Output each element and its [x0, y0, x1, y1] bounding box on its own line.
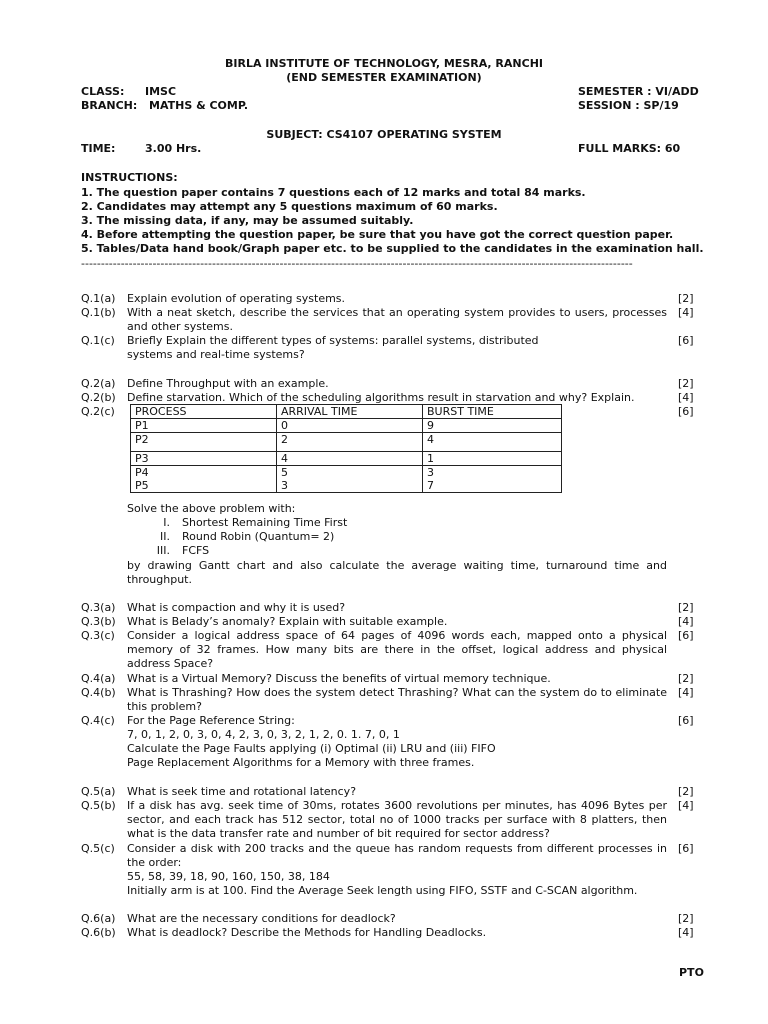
- table-cell: 0: [277, 419, 423, 433]
- method-number: III.: [156, 544, 170, 557]
- question-number: Q.5(a): [81, 785, 116, 798]
- instructions-title: INSTRUCTIONS:: [81, 171, 178, 184]
- exam-title: (END SEMESTER EXAMINATION): [286, 71, 482, 84]
- instruction-item: 5. Tables/Data hand book/Graph paper etc. to be supplied to the candidates in the examination hall.: [81, 242, 704, 255]
- question-number: Q.5(b): [81, 799, 116, 812]
- question-text: What is compaction and why it is used?: [127, 601, 346, 614]
- question-text-continued: Initially arm is at 100. Find the Average Seek length using FIFO, SSTF and C-SCAN algorithm.: [127, 884, 638, 897]
- question-number: Q.3(b): [81, 615, 116, 628]
- process-table: [130, 404, 562, 493]
- question-marks: [4]: [678, 391, 694, 404]
- table-cell: 9: [423, 419, 562, 433]
- q2c-outro: by drawing Gantt chart and also calculate the average waiting time, turnaround time and throughput.: [127, 559, 667, 586]
- table-row: [131, 452, 562, 466]
- question-number: Q.1(c): [81, 334, 115, 347]
- instruction-item: 2. Candidates may attempt any 5 questions maximum of 60 marks.: [81, 200, 498, 213]
- question-number: Q.5(c): [81, 842, 115, 855]
- question-marks: [2]: [678, 785, 694, 798]
- divider: -------------------------------------------------------------------------------------------------------------------------------------------: [81, 257, 633, 270]
- question-text-continued: Calculate the Page Faults applying (i) Optimal (ii) LRU and (iii) FIFO: [127, 742, 496, 755]
- question-marks: [2]: [678, 912, 694, 925]
- question-text: What is Belady’s anomaly? Explain with suitable example.: [127, 615, 448, 628]
- time-label: TIME:: [81, 142, 116, 155]
- question-text: What are the necessary conditions for deadlock?: [127, 912, 396, 925]
- table-cell: [423, 466, 562, 493]
- table-cell: P3: [131, 452, 277, 466]
- question-marks: [4]: [678, 799, 694, 812]
- method-item: [140, 516, 347, 530]
- question-text: Explain evolution of operating systems.: [127, 292, 346, 305]
- question-marks: [6]: [678, 714, 694, 727]
- question-number: Q.2(c): [81, 405, 115, 418]
- table-cell: 1: [423, 452, 562, 466]
- table-cell-line: 5: [281, 466, 288, 479]
- table-header: BURST TIME: [423, 405, 562, 419]
- method-number: II.: [160, 530, 170, 543]
- question-text: Briefly Explain the different types of systems: parallel systems, distributed: [127, 334, 539, 347]
- question-number: Q.6(b): [81, 926, 116, 939]
- question-text: What is seek time and rotational latency?: [127, 785, 357, 798]
- question-marks: [2]: [678, 672, 694, 685]
- question-number: Q.4(c): [81, 714, 115, 727]
- session: SESSION : SP/19: [578, 99, 679, 112]
- question-number: Q.3(c): [81, 629, 115, 642]
- question-number: Q.6(a): [81, 912, 116, 925]
- question-text: What is deadlock? Describe the Methods for Handling Deadlocks.: [127, 926, 487, 939]
- question-text: What is a Virtual Memory? Discuss the benefits of virtual memory technique.: [127, 672, 551, 685]
- table-cell: P1: [131, 419, 277, 433]
- question-number: Q.4(a): [81, 672, 116, 685]
- semester: SEMESTER : VI/ADD: [578, 85, 699, 98]
- instruction-item: 3. The missing data, if any, may be assumed suitably.: [81, 214, 414, 227]
- table-cell: P2: [131, 433, 277, 452]
- question-text: If a disk has avg. seek time of 30ms, rotates 3600 revolutions per minutes, has 4096 Bytes per sector, and each track has 512 sector, total no of 1000 tracks per surface with 8 platters, then what is the data transfer rate and number of bit required for sector address?: [127, 799, 667, 840]
- question-text: Consider a logical address space of 64 pages of 4096 words each, mapped onto a physical memory of 32 frames. How many bits are there in the offset, logical address and physical address Space?: [127, 629, 667, 670]
- question-marks: [4]: [678, 306, 694, 319]
- table-row: [131, 466, 562, 493]
- question-marks: [4]: [678, 926, 694, 939]
- full-marks: FULL MARKS: 60: [578, 142, 681, 155]
- question-text: Consider a disk with 200 tracks and the queue has random requests from different processes in the order:: [127, 842, 667, 869]
- class-value: IMSC: [145, 85, 177, 98]
- time-value: 3.00 Hrs.: [145, 142, 202, 155]
- question-number: Q.1(a): [81, 292, 116, 305]
- table-cell: [131, 466, 277, 493]
- table-cell-line: 3: [427, 466, 434, 479]
- q2c-intro: Solve the above problem with:: [127, 502, 296, 515]
- table-row: [131, 433, 562, 452]
- question-number: Q.2(a): [81, 377, 116, 390]
- table-cell-line: P5: [135, 479, 149, 492]
- method-item: [140, 544, 209, 558]
- question-number: Q.3(a): [81, 601, 116, 614]
- table-cell-line: P4: [135, 466, 149, 479]
- table-cell-line: 7: [427, 479, 434, 492]
- question-marks: [4]: [678, 686, 694, 699]
- table-cell-line: 3: [281, 479, 288, 492]
- question-marks: [4]: [678, 615, 694, 628]
- table-cell: 2: [277, 433, 423, 452]
- question-marks: [6]: [678, 334, 694, 347]
- question-text-continued: systems and real-time systems?: [127, 348, 305, 361]
- method-label: FCFS: [182, 544, 210, 557]
- instruction-item: 1. The question paper contains 7 questions each of 12 marks and total 84 marks.: [81, 186, 586, 199]
- table-cell: 4: [423, 433, 562, 452]
- table-header-row: [131, 405, 562, 419]
- question-marks: [6]: [678, 842, 694, 855]
- question-text: With a neat sketch, describe the services that an operating system provides to users, processes and other systems.: [127, 306, 667, 333]
- method-item: [140, 530, 334, 544]
- question-text: What is Thrashing? How does the system detect Thrashing? What can the system do to eliminate this problem?: [127, 686, 667, 713]
- branch-value: MATHS & COMP.: [149, 99, 249, 112]
- institute-title: BIRLA INSTITUTE OF TECHNOLOGY, MESRA, RANCHI: [225, 57, 543, 70]
- question-number: Q.1(b): [81, 306, 116, 319]
- pto-label: PTO: [679, 966, 704, 979]
- page-reference-string: 7, 0, 1, 2, 0, 3, 0, 4, 2, 3, 0, 3, 2, 1, 2, 0. 1. 7, 0, 1: [127, 728, 400, 741]
- class-label: CLASS:: [81, 85, 125, 98]
- question-text: Define Throughput with an example.: [127, 377, 329, 390]
- branch-label: BRANCH:: [81, 99, 138, 112]
- method-label: Round Robin (Quantum= 2): [182, 530, 335, 543]
- subject: SUBJECT: CS4107 OPERATING SYSTEM: [266, 128, 502, 141]
- question-marks: [2]: [678, 377, 694, 390]
- table-row: [131, 419, 562, 433]
- instruction-item: 4. Before attempting the question paper, be sure that you have got the correct question paper.: [81, 228, 674, 241]
- request-queue: 55, 58, 39, 18, 90, 160, 150, 38, 184: [127, 870, 330, 883]
- method-number: I.: [163, 516, 170, 529]
- question-text: For the Page Reference String:: [127, 714, 295, 727]
- question-text-continued: Page Replacement Algorithms for a Memory with three frames.: [127, 756, 475, 769]
- table-cell: [277, 466, 423, 493]
- question-number: Q.2(b): [81, 391, 116, 404]
- question-marks: [2]: [678, 292, 694, 305]
- question-marks: [2]: [678, 601, 694, 614]
- question-number: Q.4(b): [81, 686, 116, 699]
- table-header: ARRIVAL TIME: [277, 405, 423, 419]
- table-header: PROCESS: [131, 405, 277, 419]
- question-marks: [6]: [678, 629, 694, 642]
- question-marks: [6]: [678, 405, 694, 418]
- question-text: Define starvation. Which of the scheduling algorithms result in starvation and why? Explain.: [127, 391, 635, 404]
- method-label: Shortest Remaining Time First: [182, 516, 348, 529]
- table-cell: 4: [277, 452, 423, 466]
